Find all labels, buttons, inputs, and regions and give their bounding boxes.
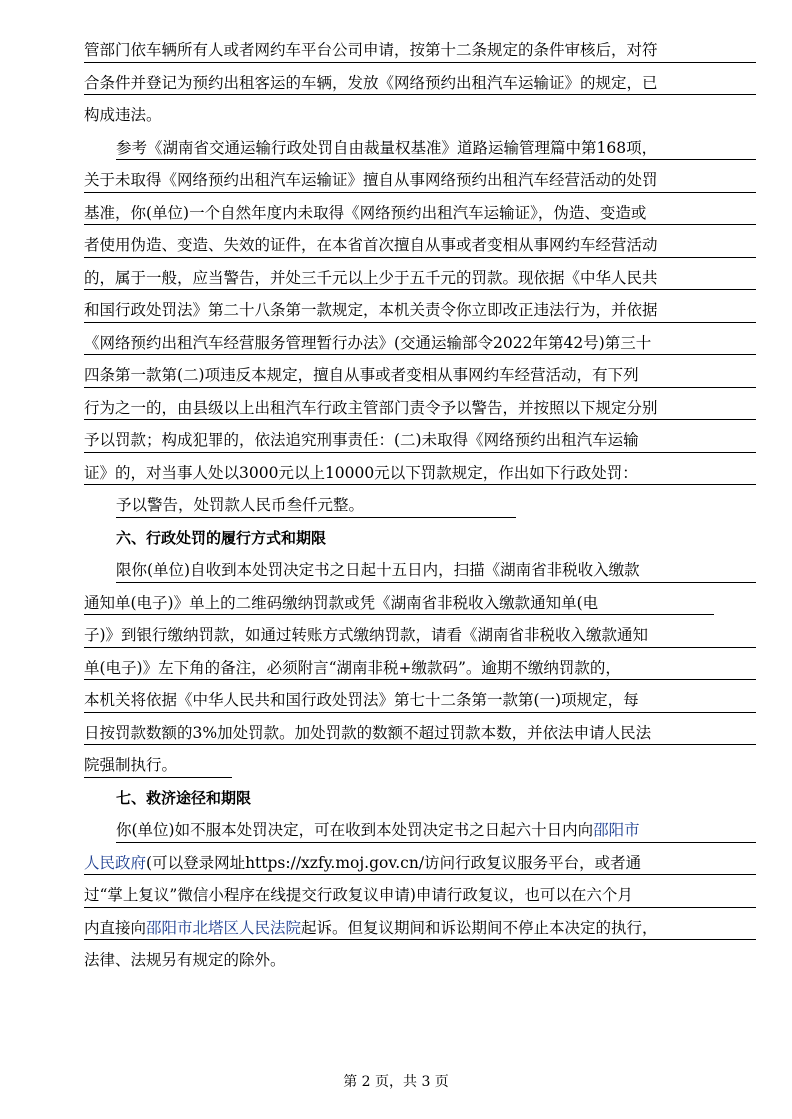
paragraph-line: 的，属于一般，应当警告，并处三千元以上少于五千元的罚款。现依据《中华人民共 — [84, 262, 756, 295]
paragraph-line: 者使用伪造、变造、失效的证件，在本省首次擅自从事或者变相从事网约车经营活动 — [84, 229, 756, 262]
paragraph-line: 合条件并登记为预约出租客运的车辆，发放《网络预约出租汽车运输证》的规定，已 — [84, 67, 756, 100]
paragraph-line: 日按罚款数额的3%加处罚款。加处罚款的数额不超过罚款本数，并依法申请人民法 — [84, 717, 756, 750]
paragraph-line: 参考《湖南省交通运输行政处罚自由裁量权基准》道路运输管理篇中第168项， — [84, 132, 756, 165]
paragraph-line: 和国行政处罚法》第二十八条第一款规定，本机关责令你立即改正违法行为，并依据 — [84, 294, 756, 327]
section-seven-heading: 七、救济途径和期限 — [116, 788, 252, 807]
paragraph-line — [84, 912, 756, 945]
court-link: 邵阳市北塔区人民法院 — [146, 918, 302, 937]
appeal-text: 你(单位)如不服本处罚决定，可在收到本处罚决定书之日起六十日内向 — [116, 821, 594, 839]
paragraph-line: 《网络预约出租汽车经营服务管理暂行办法》(交通运输部令2022年第42号)第三十 — [84, 327, 756, 360]
paragraph-line: 管部门依车辆所有人或者网约车平台公司申请，按第十二条规定的条件审核后，对符 — [84, 34, 756, 67]
paragraph-line: 子)》到银行缴纳罚款，如通过转账方式缴纳罚款，请看《湖南省非税收入缴款通知 — [84, 619, 756, 652]
paragraph-line: 限你(单位)自收到本处罚决定书之日起十五日内，扫描《湖南省非税收入缴款 — [84, 554, 756, 587]
paragraph-line: 通知单(电子)》单上的二维码缴纳罚款或凭《湖南省非税收入缴款通知单(电 — [84, 587, 756, 620]
appeal-text: (可以登录网址https://xzfy.moj.gov.cn/访问行政复议服务平台，或者通 — [146, 853, 642, 872]
people-government-link: 人民政府 — [84, 853, 147, 872]
document-body — [84, 34, 756, 977]
paragraph-line: 院强制执行。 — [84, 749, 232, 782]
section-six-heading: 六、行政处罚的履行方式和期限 — [116, 528, 327, 547]
shaoyang-city-link: 邵阳市 — [593, 821, 640, 839]
paragraph-line: 证》的，对当事人处以3000元以上10000元以下罚款规定，作出如下行政处罚： — [84, 457, 756, 490]
penalty-decision-line: 予以警告，处罚款人民币叁仟元整。 — [84, 489, 756, 522]
paragraph-line: 法律、法规另有规定的除外。 — [84, 951, 286, 969]
paragraph-line: 行为之一的，由县级以上出租汽车行政主管部门责令予以警告，并按照以下规定分别 — [84, 392, 756, 425]
paragraph-line: 本机关将依据《中华人民共和国行政处罚法》第七十二条第一款第(一)项规定，每 — [84, 684, 756, 717]
paragraph-line: 基准，你(单位)一个自然年度内未取得《网络预约出租汽车运输证》，伪造、变造或 — [84, 197, 756, 230]
paragraph-line: 构成违法。 — [84, 106, 162, 124]
paragraph-line — [84, 814, 756, 847]
paragraph-line: 四条第一款第(二)项违反本规定，擅自从事或者变相从事网约车经营活动，有下列 — [84, 359, 756, 392]
paragraph-line: 过“掌上复议”微信小程序在线提交行政复议申请)申请行政复议，也可以在六个月 — [84, 879, 756, 912]
paragraph-line: 关于未取得《网络预约出租汽车运输证》擅自从事网络预约出租汽车经营活动的处罚 — [84, 164, 756, 197]
paragraph-line: 单(电子)》左下角的备注，必须附言“湖南非税+缴款码”。逾期不缴纳罚款的， — [84, 652, 756, 685]
appeal-text: 起诉。但复议期间和诉讼期间不停止本决定的执行， — [301, 918, 658, 937]
page-footer: 第 2 页，共 3 页 — [343, 1074, 449, 1090]
paragraph-line — [84, 847, 756, 880]
appeal-text: 内直接向 — [84, 918, 147, 937]
paragraph-line: 予以罚款；构成犯罪的，依法追究刑事责任：(二)未取得《网络预约出租汽车运输 — [84, 424, 756, 457]
